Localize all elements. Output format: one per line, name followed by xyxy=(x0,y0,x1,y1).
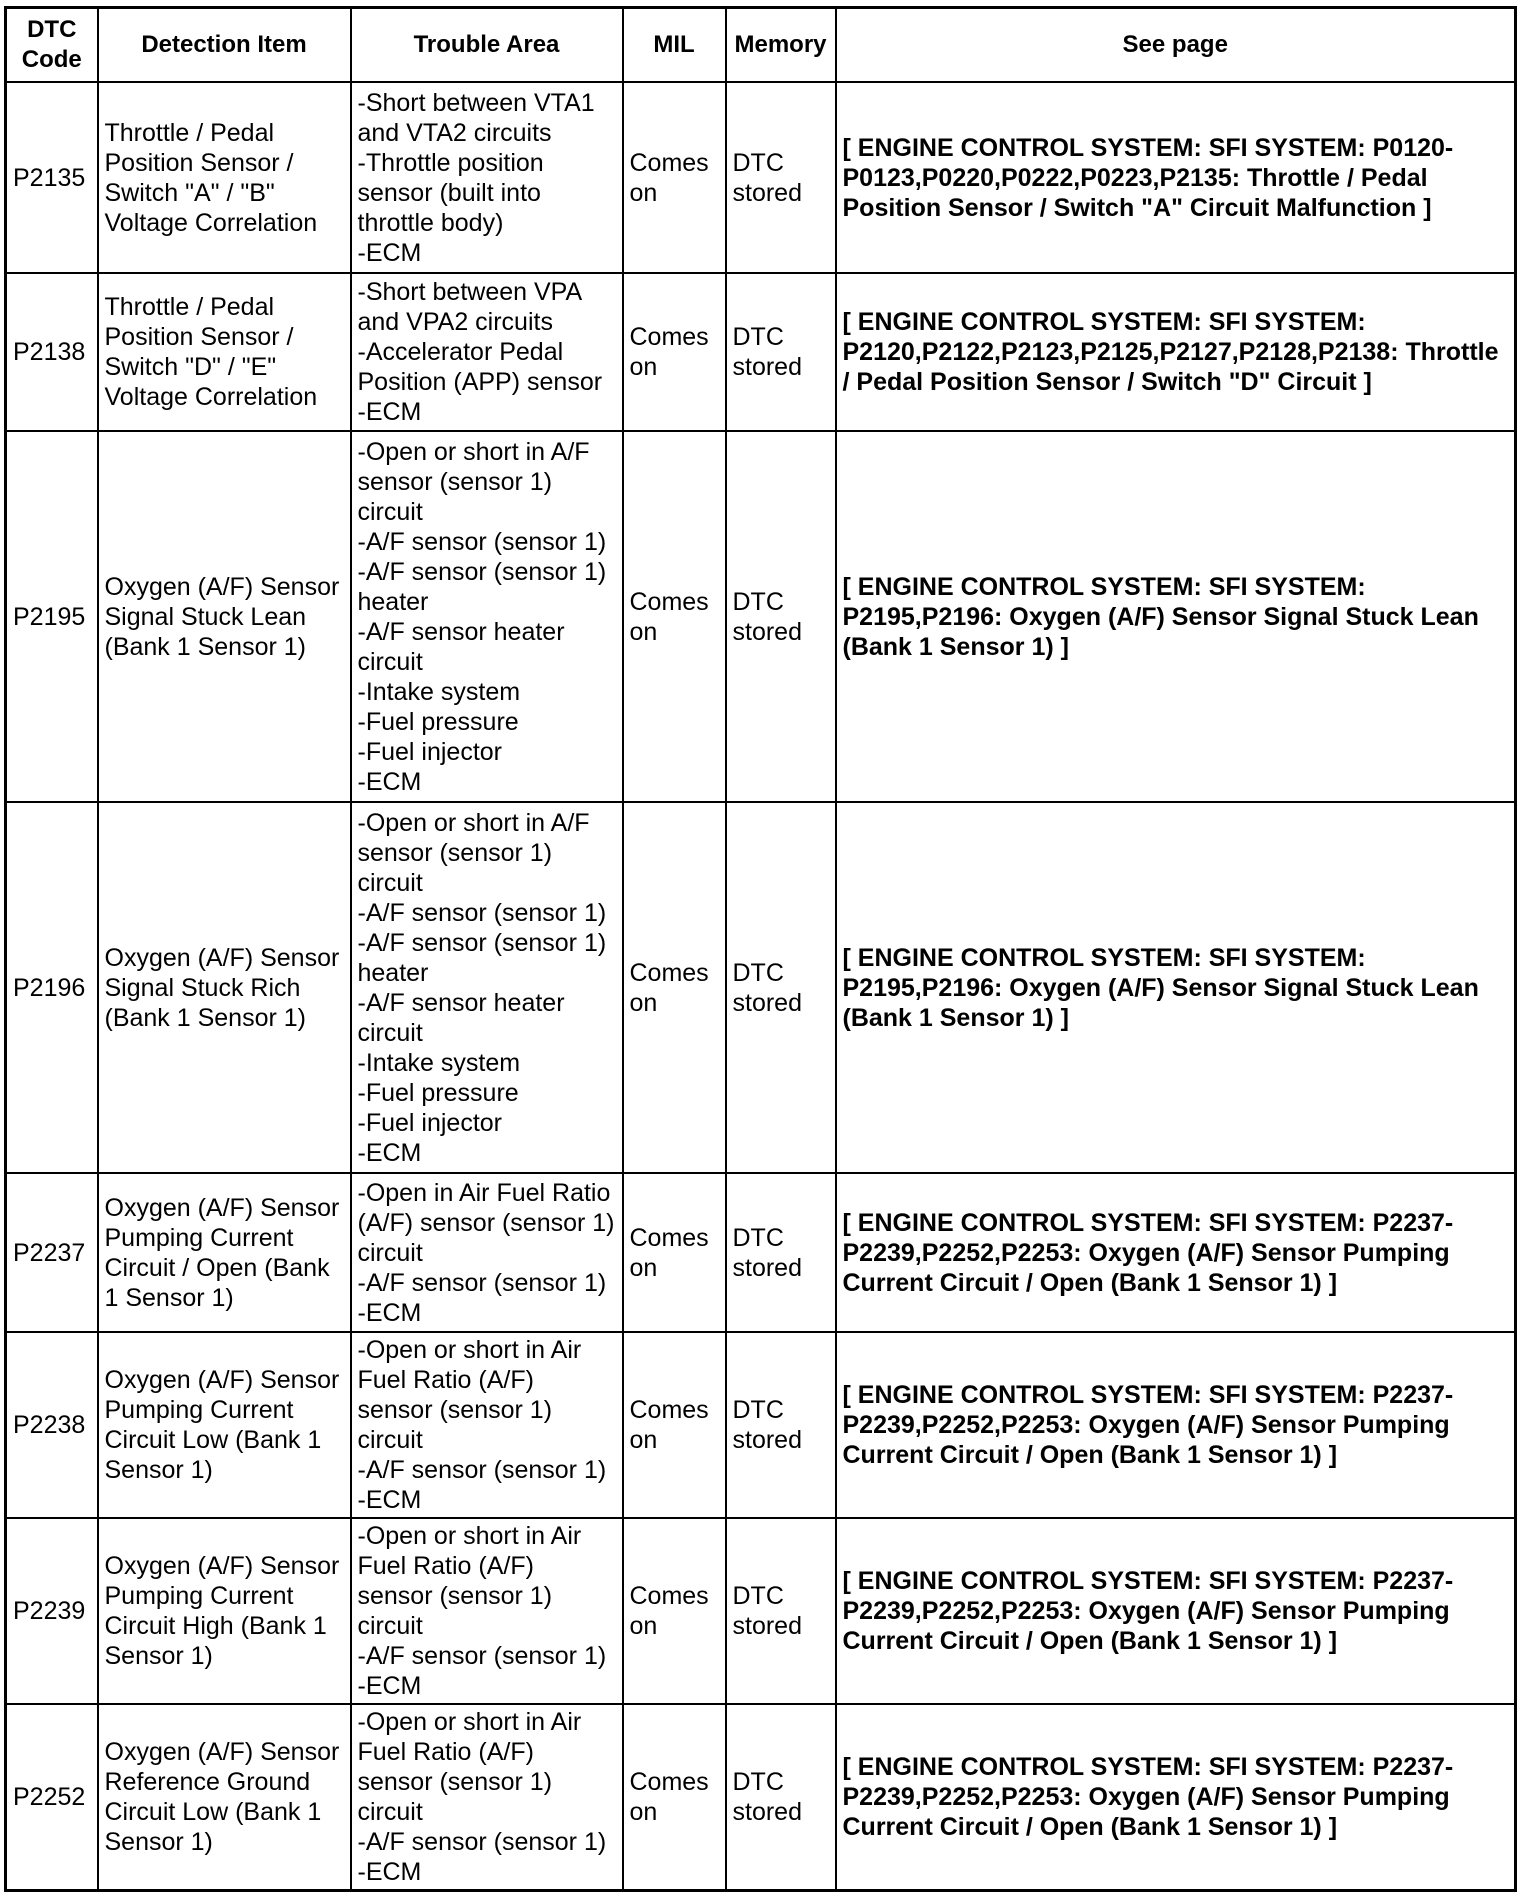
detection-item-cell: Throttle / Pedal Position Sensor / Switch "A" / "B" Voltage Correlation xyxy=(98,82,351,273)
mil-cell: Comes on xyxy=(623,1518,726,1704)
mil-cell: Comes on xyxy=(623,1332,726,1518)
header-memory: Memory xyxy=(726,8,836,83)
see-page-link[interactable]: [ ENGINE CONTROL SYSTEM: SFI SYSTEM: P2195,P2196: Oxygen (A/F) Sensor Signal Stuck Lean (Bank 1 Sensor 1) ] xyxy=(836,431,1516,802)
trouble-area-cell: -Open or short in Air Fuel Ratio (A/F) sensor (sensor 1) circuit -A/F sensor (sensor 1) -ECM xyxy=(351,1704,623,1891)
dtc-code-cell: P2138 xyxy=(6,273,98,431)
header-dtc-code: DTC Code xyxy=(6,8,98,83)
trouble-area-cell: -Open or short in Air Fuel Ratio (A/F) sensor (sensor 1) circuit -A/F sensor (sensor 1) -ECM xyxy=(351,1332,623,1518)
header-see-page: See page xyxy=(836,8,1516,83)
memory-cell: DTC stored xyxy=(726,1332,836,1518)
trouble-area-cell: -Short between VPA and VPA2 circuits -Accelerator Pedal Position (APP) sensor -ECM xyxy=(351,273,623,431)
memory-cell: DTC stored xyxy=(726,1518,836,1704)
mil-cell: Comes on xyxy=(623,273,726,431)
see-page-link[interactable]: [ ENGINE CONTROL SYSTEM: SFI SYSTEM: P2195,P2196: Oxygen (A/F) Sensor Signal Stuck Lean (Bank 1 Sensor 1) ] xyxy=(836,802,1516,1173)
trouble-area-cell: -Short between VTA1 and VTA2 circuits -Throttle position sensor (built into throttle body) -ECM xyxy=(351,82,623,273)
trouble-area-cell: -Open in Air Fuel Ratio (A/F) sensor (sensor 1) circuit -A/F sensor (sensor 1) -ECM xyxy=(351,1173,623,1332)
trouble-area-cell: -Open or short in A/F sensor (sensor 1) circuit -A/F sensor (sensor 1) -A/F sensor (sensor 1) heater -A/F sensor heater circuit -Intake system -Fuel pressure -Fuel injector -ECM xyxy=(351,431,623,802)
dtc-table xyxy=(4,6,1517,1892)
header-mil: MIL xyxy=(623,8,726,83)
table-row xyxy=(6,1518,1516,1704)
header-trouble-area: Trouble Area xyxy=(351,8,623,83)
mil-cell: Comes on xyxy=(623,802,726,1173)
trouble-area-cell: -Open or short in A/F sensor (sensor 1) circuit -A/F sensor (sensor 1) -A/F sensor (sensor 1) heater -A/F sensor heater circuit -Intake system -Fuel pressure -Fuel injector -ECM xyxy=(351,802,623,1173)
table-row xyxy=(6,1173,1516,1332)
mil-cell: Comes on xyxy=(623,82,726,273)
dtc-code-cell: P2196 xyxy=(6,802,98,1173)
dtc-code-cell: P2237 xyxy=(6,1173,98,1332)
mil-cell: Comes on xyxy=(623,431,726,802)
detection-item-cell: Oxygen (A/F) Sensor Reference Ground Circuit Low (Bank 1 Sensor 1) xyxy=(98,1704,351,1891)
memory-cell: DTC stored xyxy=(726,431,836,802)
detection-item-cell: Oxygen (A/F) Sensor Pumping Current Circuit Low (Bank 1 Sensor 1) xyxy=(98,1332,351,1518)
mil-cell: Comes on xyxy=(623,1704,726,1891)
see-page-link[interactable]: [ ENGINE CONTROL SYSTEM: SFI SYSTEM: P2237-P2239,P2252,P2253: Oxygen (A/F) Sensor Pumping Current Circuit / Open (Bank 1 Sensor 1) ] xyxy=(836,1704,1516,1891)
dtc-code-cell: P2239 xyxy=(6,1518,98,1704)
table-header-row xyxy=(6,8,1516,83)
trouble-area-cell: -Open or short in Air Fuel Ratio (A/F) sensor (sensor 1) circuit -A/F sensor (sensor 1) -ECM xyxy=(351,1518,623,1704)
see-page-link[interactable]: [ ENGINE CONTROL SYSTEM: SFI SYSTEM: P2237-P2239,P2252,P2253: Oxygen (A/F) Sensor Pumping Current Circuit / Open (Bank 1 Sensor 1) ] xyxy=(836,1332,1516,1518)
table-row xyxy=(6,802,1516,1173)
detection-item-cell: Oxygen (A/F) Sensor Pumping Current Circuit High (Bank 1 Sensor 1) xyxy=(98,1518,351,1704)
memory-cell: DTC stored xyxy=(726,273,836,431)
detection-item-cell: Oxygen (A/F) Sensor Pumping Current Circuit / Open (Bank 1 Sensor 1) xyxy=(98,1173,351,1332)
table-row xyxy=(6,82,1516,273)
memory-cell: DTC stored xyxy=(726,1704,836,1891)
dtc-code-cell: P2238 xyxy=(6,1332,98,1518)
see-page-link[interactable]: [ ENGINE CONTROL SYSTEM: SFI SYSTEM: P0120-P0123,P0220,P0222,P0223,P2135: Throttle / Pedal Position Sensor / Switch "A" Circuit Malfunction ] xyxy=(836,82,1516,273)
see-page-link[interactable]: [ ENGINE CONTROL SYSTEM: SFI SYSTEM: P2237-P2239,P2252,P2253: Oxygen (A/F) Sensor Pumping Current Circuit / Open (Bank 1 Sensor 1) ] xyxy=(836,1173,1516,1332)
table-row xyxy=(6,1704,1516,1891)
memory-cell: DTC stored xyxy=(726,82,836,273)
mil-cell: Comes on xyxy=(623,1173,726,1332)
see-page-link[interactable]: [ ENGINE CONTROL SYSTEM: SFI SYSTEM: P2120,P2122,P2123,P2125,P2127,P2128,P2138: Throttle / Pedal Position Sensor / Switch "D" Circuit ] xyxy=(836,273,1516,431)
see-page-link[interactable]: [ ENGINE CONTROL SYSTEM: SFI SYSTEM: P2237-P2239,P2252,P2253: Oxygen (A/F) Sensor Pumping Current Circuit / Open (Bank 1 Sensor 1) ] xyxy=(836,1518,1516,1704)
detection-item-cell: Oxygen (A/F) Sensor Signal Stuck Rich (Bank 1 Sensor 1) xyxy=(98,802,351,1173)
detection-item-cell: Throttle / Pedal Position Sensor / Switch "D" / "E" Voltage Correlation xyxy=(98,273,351,431)
table-row xyxy=(6,273,1516,431)
table-row xyxy=(6,1332,1516,1518)
dtc-code-cell: P2252 xyxy=(6,1704,98,1891)
header-detection-item: Detection Item xyxy=(98,8,351,83)
memory-cell: DTC stored xyxy=(726,802,836,1173)
dtc-code-cell: P2135 xyxy=(6,82,98,273)
memory-cell: DTC stored xyxy=(726,1173,836,1332)
table-row xyxy=(6,431,1516,802)
dtc-code-cell: P2195 xyxy=(6,431,98,802)
detection-item-cell: Oxygen (A/F) Sensor Signal Stuck Lean (Bank 1 Sensor 1) xyxy=(98,431,351,802)
